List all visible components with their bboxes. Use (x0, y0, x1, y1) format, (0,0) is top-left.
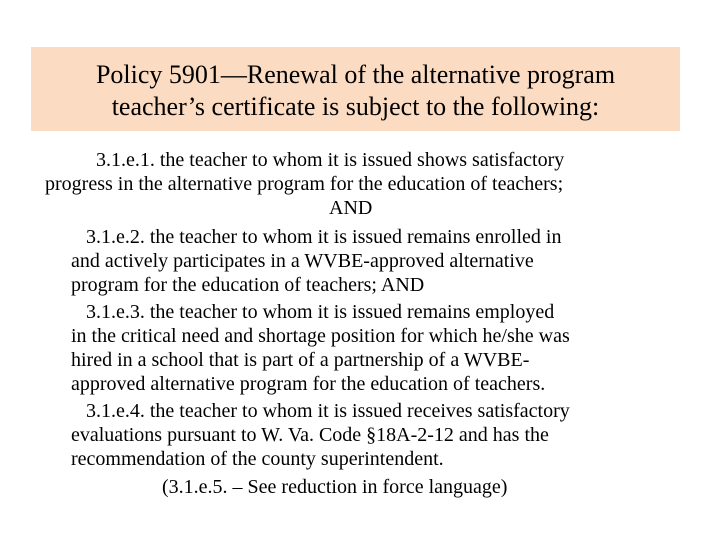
slide-title-line-1: Policy 5901—Renewal of the alternative program (95, 60, 616, 89)
item-3-1-e-3-line-3: hired in a school that is part of a partnership of a WVBE- (71, 349, 530, 371)
item-3-1-e-5-note: (3.1.e.5. – See reduction in force language) (162, 476, 508, 498)
item-3-1-e-4-line-2: evaluations pursuant to W. Va. Code §18A-2-12 and has the (71, 424, 549, 446)
item-3-1-e-3-line-1: 3.1.e.3. the teacher to whom it is issued remains employed (86, 301, 555, 323)
item-3-1-e-1-line-3: AND (329, 197, 373, 219)
item-3-1-e-4-line-3: recommendation of the county superintendent. (71, 448, 444, 470)
title-banner (31, 47, 680, 131)
item-3-1-e-2-line-2: and actively participates in a WVBE-approved alternative (71, 250, 534, 272)
item-3-1-e-4-line-1: 3.1.e.4. the teacher to whom it is issued receives satisfactory (86, 400, 570, 422)
item-3-1-e-1-line-2: progress in the alternative program for the education of teachers; (45, 173, 564, 195)
item-3-1-e-3-line-2: in the critical need and shortage position for which he/she was (71, 325, 570, 347)
slide-title-line-2: teacher’s certificate is subject to the following: (111, 92, 600, 121)
item-3-1-e-1-line-1: 3.1.e.1. the teacher to whom it is issued shows satisfactory (96, 149, 565, 171)
item-3-1-e-2-line-1: 3.1.e.2. the teacher to whom it is issued remains enrolled in (86, 226, 562, 248)
item-3-1-e-3-line-4: approved alternative program for the education of teachers. (71, 373, 546, 395)
item-3-1-e-2-line-3: program for the education of teachers; AND (71, 274, 425, 296)
